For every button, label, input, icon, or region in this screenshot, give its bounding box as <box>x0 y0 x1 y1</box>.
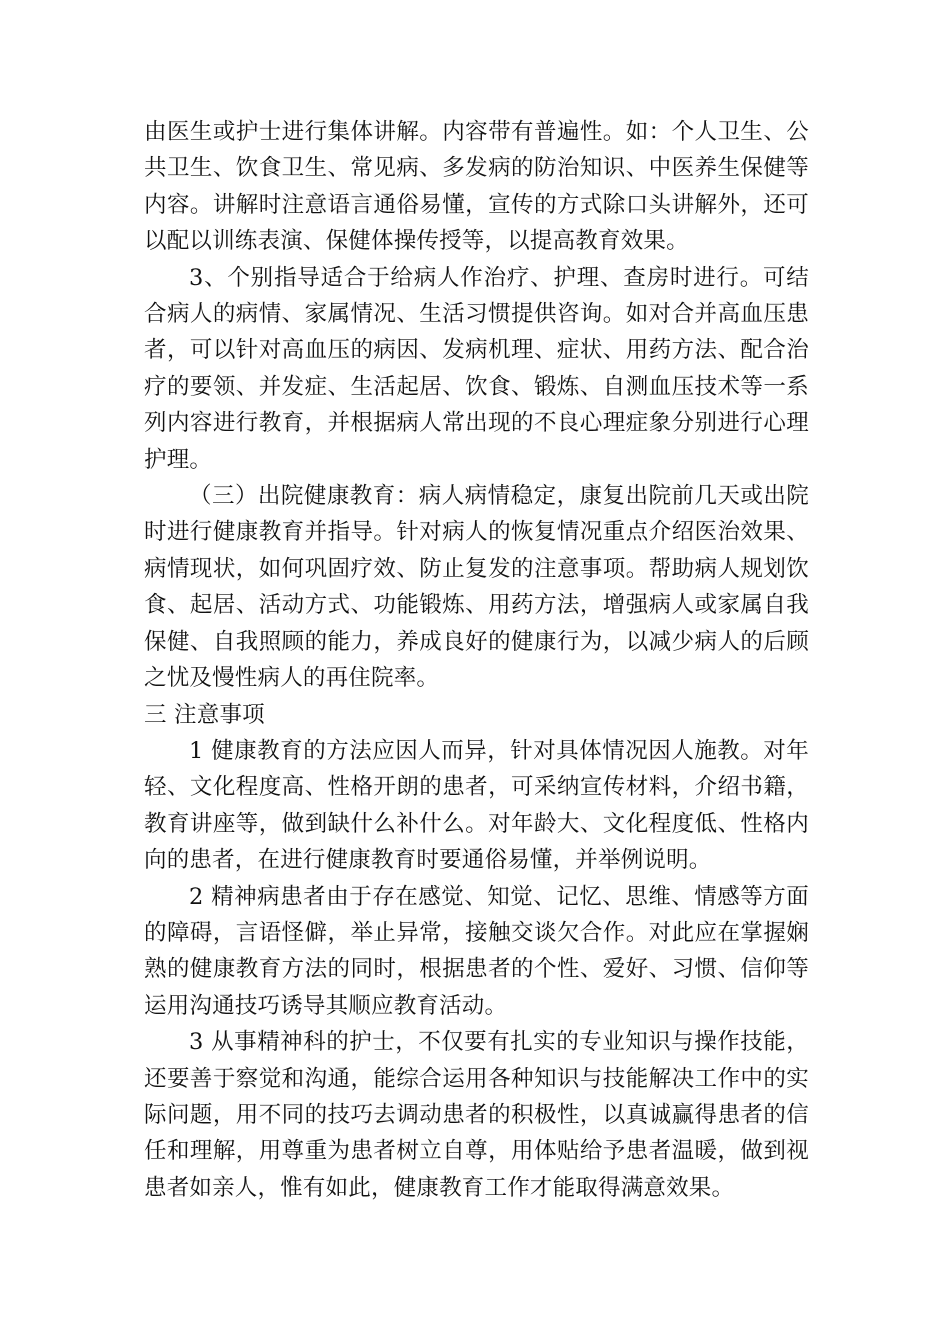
section-heading-precautions: 三 注意事项 <box>144 701 265 728</box>
paragraph-precaution-3: 3 从事精神科的护士，不仅要有扎实的专业知识与操作技能，还要善于察觉和沟通，能综合运用各种知识与技能解决工作中的实际问题，用不同的技巧去调动患者的积极性，以真诚赢得患者的信任和理解，用尊重为患者树立自尊，用体贴给予患者温暖，做到视患者如亲人，惟有如此，健康教育工作才能取得满意效果。 <box>144 1029 809 1201</box>
document-body <box>144 114 809 1206</box>
paragraph-precaution-2: 2 精神病患者由于存在感觉、知觉、记忆、思维、情感等方面的障碍，言语怪僻，举止异常，接触交谈欠合作。对此应在掌握娴熟的健康教育方法的同时，根据患者的个性、爱好、习惯、信仰等运用沟通技巧诱导其顺应教育活动。 <box>144 883 809 1019</box>
paragraph-discharge-education: （三）出院健康教育：病人病情稳定，康复出院前几天或出院时进行健康教育并指导。针对病人的恢复情况重点介绍医治效果、病情现状，如何巩固疗效、防止复发的注意事项。帮助病人规划饮食、起居、活动方式、功能锻炼、用药方法，增强病人或家属自我保健、自我照顾的能力，养成良好的健康行为，以减少病人的后顾之忧及慢性病人的再住院率。 <box>144 483 809 692</box>
paragraph-group-lecture: 由医生或护士进行集体讲解。内容带有普遍性。如：个人卫生、公共卫生、饮食卫生、常见病、多发病的防治知识、中医养生保健等内容。讲解时注意语言通俗易懂，宣传的方式除口头讲解外，还可以配以训练表演、保健体操传授等，以提高教育效果。 <box>144 119 809 255</box>
paragraph-precaution-1: 1 健康教育的方法应因人而异，针对具体情况因人施教。对年轻、文化程度高、性格开朗的患者，可采纳宣传材料，介绍书籍，教育讲座等，做到缺什么补什么。对年龄大、文化程度低、性格内向的患者，在进行健康教育时要通俗易懂，并举例说明。 <box>144 737 809 874</box>
paragraph-individual-guidance: 3、个别指导适合于给病人作治疗、护理、查房时进行。可结合病人的病情、家属情况、生活习惯提供咨询。如对合并高血压患者，可以针对高血压的病因、发病机理、症状、用药方法、配合治疗的要领、并发症、生活起居、饮食、锻炼、自测血压技术等一系列内容进行教育，并根据病人常出现的不良心理症象分别进行心理护理。 <box>144 264 809 473</box>
